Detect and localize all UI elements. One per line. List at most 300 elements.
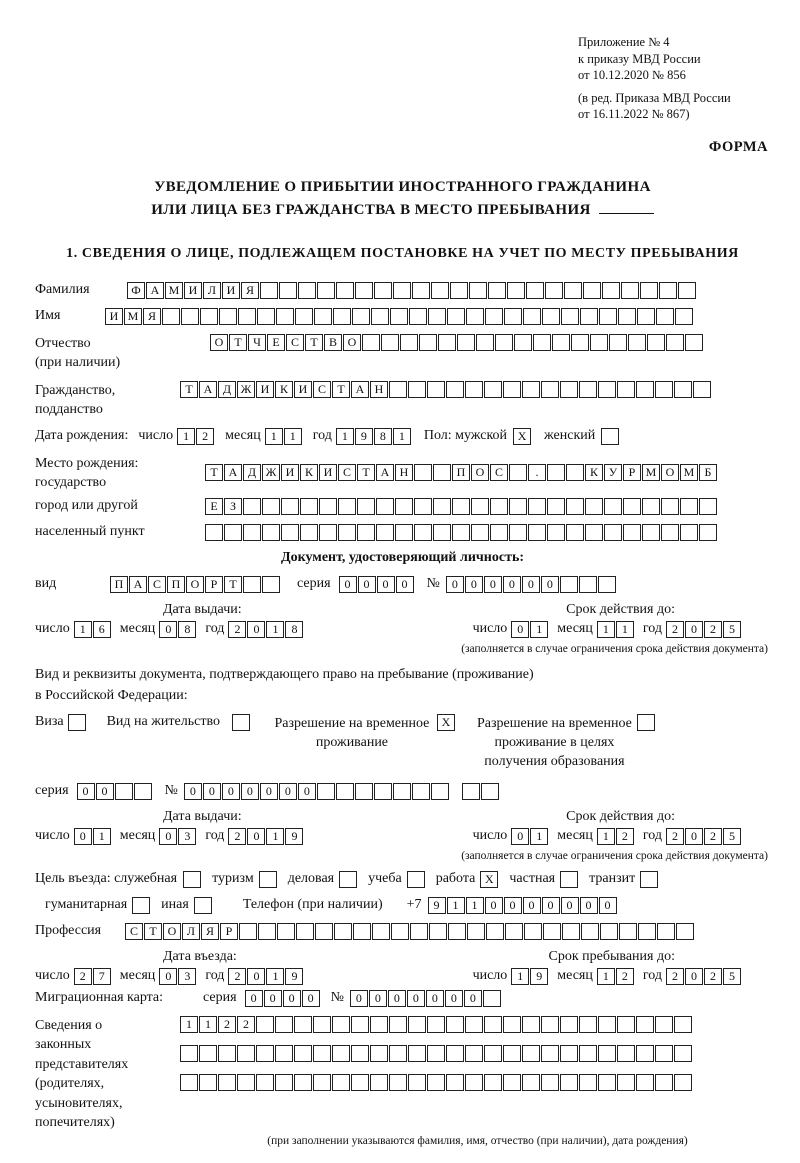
char-cell[interactable]: Д xyxy=(218,381,236,398)
char-cell[interactable]: 0 xyxy=(523,897,541,914)
char-cell[interactable] xyxy=(581,923,599,940)
char-cell[interactable]: Т xyxy=(224,576,242,593)
char-cell[interactable] xyxy=(357,524,375,541)
char-cell[interactable]: 7 xyxy=(93,968,111,985)
char-cell[interactable] xyxy=(561,308,579,325)
char-cell[interactable] xyxy=(243,524,261,541)
char-cell[interactable] xyxy=(638,923,656,940)
char-cell[interactable] xyxy=(617,381,635,398)
char-cell[interactable]: 3 xyxy=(178,828,196,845)
char-cell[interactable] xyxy=(313,1074,331,1091)
char-cell[interactable] xyxy=(351,1016,369,1033)
char-cell[interactable] xyxy=(628,334,646,351)
char-cell[interactable]: 9 xyxy=(428,897,446,914)
char-cell[interactable]: 1 xyxy=(265,428,283,445)
char-cell[interactable]: С xyxy=(148,576,166,593)
char-cell[interactable] xyxy=(503,1074,521,1091)
char-cell[interactable] xyxy=(505,923,523,940)
char-cell[interactable] xyxy=(275,1074,293,1091)
char-cell[interactable]: 0 xyxy=(159,621,177,638)
representatives-field-row2[interactable] xyxy=(180,1045,693,1062)
char-cell[interactable] xyxy=(637,714,655,731)
char-cell[interactable] xyxy=(642,524,660,541)
entry-year-field[interactable] xyxy=(228,968,304,985)
char-cell[interactable] xyxy=(466,308,484,325)
char-cell[interactable] xyxy=(372,923,390,940)
patronymic-field[interactable] xyxy=(210,334,704,351)
char-cell[interactable] xyxy=(408,1016,426,1033)
char-cell[interactable] xyxy=(490,524,508,541)
char-cell[interactable] xyxy=(374,282,392,299)
char-cell[interactable] xyxy=(560,381,578,398)
char-cell[interactable] xyxy=(666,334,684,351)
char-cell[interactable]: 0 xyxy=(159,828,177,845)
char-cell[interactable] xyxy=(381,334,399,351)
char-cell[interactable]: Я xyxy=(201,923,219,940)
char-cell[interactable] xyxy=(352,308,370,325)
char-cell[interactable]: 8 xyxy=(285,621,303,638)
char-cell[interactable]: 0 xyxy=(542,897,560,914)
char-cell[interactable]: 0 xyxy=(464,990,482,1007)
char-cell[interactable]: 9 xyxy=(285,828,303,845)
char-cell[interactable] xyxy=(199,1045,217,1062)
char-cell[interactable]: О xyxy=(343,334,361,351)
char-cell[interactable]: 0 xyxy=(504,897,522,914)
char-cell[interactable] xyxy=(313,1045,331,1062)
char-cell[interactable] xyxy=(699,498,717,515)
char-cell[interactable] xyxy=(414,464,432,481)
char-cell[interactable] xyxy=(277,923,295,940)
char-cell[interactable] xyxy=(400,334,418,351)
char-cell[interactable] xyxy=(389,1074,407,1091)
char-cell[interactable] xyxy=(526,282,544,299)
gender-male-checkbox[interactable] xyxy=(513,428,532,445)
char-cell[interactable]: Ж xyxy=(237,381,255,398)
char-cell[interactable] xyxy=(194,897,212,914)
purpose-delovaya-checkbox[interactable] xyxy=(339,871,358,888)
char-cell[interactable] xyxy=(621,282,639,299)
char-cell[interactable]: 1 xyxy=(530,621,548,638)
char-cell[interactable]: 1 xyxy=(447,897,465,914)
permit-expiry-month-field[interactable] xyxy=(597,828,635,845)
char-cell[interactable] xyxy=(693,381,711,398)
char-cell[interactable] xyxy=(655,1074,673,1091)
char-cell[interactable] xyxy=(619,923,637,940)
char-cell[interactable] xyxy=(509,524,527,541)
char-cell[interactable]: В xyxy=(324,334,342,351)
char-cell[interactable] xyxy=(469,282,487,299)
doc-expiry-month-field[interactable] xyxy=(597,621,635,638)
char-cell[interactable] xyxy=(334,923,352,940)
char-cell[interactable]: 0 xyxy=(369,990,387,1007)
permit-number-field[interactable] xyxy=(184,783,450,800)
char-cell[interactable]: П xyxy=(167,576,185,593)
char-cell[interactable]: К xyxy=(585,464,603,481)
char-cell[interactable] xyxy=(484,1045,502,1062)
char-cell[interactable] xyxy=(232,714,250,731)
char-cell[interactable] xyxy=(541,1074,559,1091)
char-cell[interactable]: 6 xyxy=(93,621,111,638)
char-cell[interactable]: Т xyxy=(144,923,162,940)
char-cell[interactable] xyxy=(262,498,280,515)
char-cell[interactable]: М xyxy=(165,282,183,299)
char-cell[interactable]: У xyxy=(604,464,622,481)
char-cell[interactable] xyxy=(243,498,261,515)
char-cell[interactable] xyxy=(656,308,674,325)
char-cell[interactable]: Р xyxy=(220,923,238,940)
char-cell[interactable] xyxy=(294,1045,312,1062)
edu-residence-checkbox[interactable] xyxy=(637,714,656,731)
char-cell[interactable]: 2 xyxy=(666,968,684,985)
char-cell[interactable] xyxy=(485,308,503,325)
char-cell[interactable] xyxy=(317,783,335,800)
char-cell[interactable] xyxy=(407,871,425,888)
char-cell[interactable]: 1 xyxy=(266,828,284,845)
char-cell[interactable] xyxy=(371,308,389,325)
char-cell[interactable] xyxy=(115,783,133,800)
char-cell[interactable] xyxy=(408,1074,426,1091)
char-cell[interactable]: Б xyxy=(699,464,717,481)
char-cell[interactable] xyxy=(661,524,679,541)
char-cell[interactable]: 1 xyxy=(284,428,302,445)
char-cell[interactable] xyxy=(431,783,449,800)
char-cell[interactable] xyxy=(484,381,502,398)
char-cell[interactable] xyxy=(545,282,563,299)
char-cell[interactable] xyxy=(431,282,449,299)
char-cell[interactable] xyxy=(655,1016,673,1033)
char-cell[interactable] xyxy=(391,923,409,940)
char-cell[interactable] xyxy=(332,1045,350,1062)
char-cell[interactable]: 0 xyxy=(279,783,297,800)
char-cell[interactable]: О xyxy=(163,923,181,940)
char-cell[interactable] xyxy=(560,1045,578,1062)
char-cell[interactable]: К xyxy=(300,464,318,481)
char-cell[interactable] xyxy=(547,524,565,541)
char-cell[interactable] xyxy=(376,498,394,515)
char-cell[interactable] xyxy=(433,464,451,481)
char-cell[interactable]: 0 xyxy=(241,783,259,800)
char-cell[interactable]: 0 xyxy=(203,783,221,800)
char-cell[interactable] xyxy=(219,308,237,325)
char-cell[interactable] xyxy=(465,381,483,398)
char-cell[interactable] xyxy=(200,308,218,325)
char-cell[interactable]: 2 xyxy=(666,828,684,845)
char-cell[interactable] xyxy=(623,524,641,541)
permit-extra-field[interactable] xyxy=(462,783,500,800)
char-cell[interactable] xyxy=(389,1016,407,1033)
char-cell[interactable]: 0 xyxy=(260,783,278,800)
char-cell[interactable]: 0 xyxy=(245,990,263,1007)
char-cell[interactable]: 0 xyxy=(685,828,703,845)
char-cell[interactable] xyxy=(483,990,501,1007)
char-cell[interactable] xyxy=(560,1016,578,1033)
char-cell[interactable] xyxy=(678,282,696,299)
permit-issue-month-field[interactable] xyxy=(159,828,197,845)
temp-residence-checkbox[interactable] xyxy=(437,714,456,731)
char-cell[interactable] xyxy=(317,282,335,299)
char-cell[interactable] xyxy=(604,498,622,515)
char-cell[interactable] xyxy=(393,282,411,299)
char-cell[interactable] xyxy=(300,524,318,541)
char-cell[interactable]: О xyxy=(186,576,204,593)
char-cell[interactable]: И xyxy=(105,308,123,325)
char-cell[interactable] xyxy=(659,282,677,299)
char-cell[interactable]: И xyxy=(319,464,337,481)
char-cell[interactable]: Е xyxy=(267,334,285,351)
char-cell[interactable] xyxy=(447,308,465,325)
doc-type-field[interactable] xyxy=(110,576,281,593)
char-cell[interactable] xyxy=(465,1016,483,1033)
char-cell[interactable] xyxy=(503,381,521,398)
char-cell[interactable] xyxy=(566,498,584,515)
char-cell[interactable] xyxy=(564,282,582,299)
char-cell[interactable]: П xyxy=(110,576,128,593)
char-cell[interactable]: 5 xyxy=(723,621,741,638)
char-cell[interactable] xyxy=(243,576,261,593)
char-cell[interactable] xyxy=(504,308,522,325)
char-cell[interactable] xyxy=(636,381,654,398)
char-cell[interactable]: А xyxy=(199,381,217,398)
char-cell[interactable] xyxy=(507,282,525,299)
char-cell[interactable] xyxy=(319,524,337,541)
char-cell[interactable]: 0 xyxy=(247,621,265,638)
char-cell[interactable]: 2 xyxy=(704,621,722,638)
char-cell[interactable]: 0 xyxy=(388,990,406,1007)
char-cell[interactable]: 0 xyxy=(264,990,282,1007)
char-cell[interactable]: 2 xyxy=(228,968,246,985)
char-cell[interactable]: 0 xyxy=(247,828,265,845)
char-cell[interactable]: 0 xyxy=(511,621,529,638)
char-cell[interactable] xyxy=(528,498,546,515)
char-cell[interactable] xyxy=(562,923,580,940)
char-cell[interactable] xyxy=(617,1074,635,1091)
char-cell[interactable] xyxy=(623,498,641,515)
doc-series-field[interactable] xyxy=(339,576,415,593)
char-cell[interactable] xyxy=(560,871,578,888)
char-cell[interactable] xyxy=(370,1074,388,1091)
char-cell[interactable]: 0 xyxy=(599,897,617,914)
citizenship-field[interactable] xyxy=(180,381,712,398)
char-cell[interactable] xyxy=(598,1016,616,1033)
char-cell[interactable] xyxy=(655,381,673,398)
char-cell[interactable] xyxy=(680,498,698,515)
char-cell[interactable] xyxy=(583,282,601,299)
char-cell[interactable] xyxy=(395,524,413,541)
char-cell[interactable]: Р xyxy=(205,576,223,593)
permit-series-field[interactable] xyxy=(77,783,153,800)
char-cell[interactable]: Т xyxy=(180,381,198,398)
doc-expiry-year-field[interactable] xyxy=(666,621,742,638)
char-cell[interactable] xyxy=(351,1045,369,1062)
char-cell[interactable] xyxy=(674,1016,692,1033)
char-cell[interactable] xyxy=(579,1016,597,1033)
char-cell[interactable]: 0 xyxy=(445,990,463,1007)
char-cell[interactable]: 9 xyxy=(530,968,548,985)
char-cell[interactable] xyxy=(446,1045,464,1062)
stay-year-field[interactable] xyxy=(666,968,742,985)
char-cell[interactable] xyxy=(490,498,508,515)
char-cell[interactable]: 0 xyxy=(446,576,464,593)
char-cell[interactable] xyxy=(427,1045,445,1062)
char-cell[interactable]: О xyxy=(210,334,228,351)
char-cell[interactable] xyxy=(471,524,489,541)
char-cell[interactable]: 2 xyxy=(228,621,246,638)
char-cell[interactable] xyxy=(503,1045,521,1062)
char-cell[interactable] xyxy=(336,282,354,299)
char-cell[interactable]: 0 xyxy=(426,990,444,1007)
char-cell[interactable]: 1 xyxy=(180,1016,198,1033)
char-cell[interactable] xyxy=(579,1045,597,1062)
purpose-private-checkbox[interactable] xyxy=(560,871,579,888)
char-cell[interactable]: 1 xyxy=(199,1016,217,1033)
char-cell[interactable]: 1 xyxy=(393,428,411,445)
char-cell[interactable] xyxy=(295,308,313,325)
char-cell[interactable] xyxy=(465,1074,483,1091)
char-cell[interactable]: Е xyxy=(205,498,223,515)
char-cell[interactable]: X xyxy=(513,428,531,445)
char-cell[interactable]: 1 xyxy=(597,828,615,845)
char-cell[interactable] xyxy=(296,923,314,940)
char-cell[interactable]: М xyxy=(642,464,660,481)
char-cell[interactable] xyxy=(294,1074,312,1091)
char-cell[interactable] xyxy=(523,308,541,325)
char-cell[interactable]: 9 xyxy=(285,968,303,985)
char-cell[interactable] xyxy=(509,498,527,515)
char-cell[interactable]: 0 xyxy=(485,897,503,914)
char-cell[interactable] xyxy=(579,1074,597,1091)
char-cell[interactable]: 0 xyxy=(561,897,579,914)
char-cell[interactable]: 0 xyxy=(350,990,368,1007)
char-cell[interactable] xyxy=(495,334,513,351)
char-cell[interactable]: 0 xyxy=(222,783,240,800)
char-cell[interactable]: Т xyxy=(332,381,350,398)
char-cell[interactable] xyxy=(351,1074,369,1091)
char-cell[interactable] xyxy=(509,464,527,481)
doc-issue-year-field[interactable] xyxy=(228,621,304,638)
char-cell[interactable] xyxy=(560,1074,578,1091)
doc-issue-day-field[interactable] xyxy=(74,621,112,638)
char-cell[interactable] xyxy=(262,576,280,593)
char-cell[interactable] xyxy=(408,1045,426,1062)
char-cell[interactable]: 1 xyxy=(74,621,92,638)
char-cell[interactable]: А xyxy=(351,381,369,398)
char-cell[interactable] xyxy=(429,923,447,940)
char-cell[interactable]: 0 xyxy=(184,783,202,800)
char-cell[interactable] xyxy=(315,923,333,940)
char-cell[interactable] xyxy=(452,524,470,541)
char-cell[interactable] xyxy=(636,1045,654,1062)
char-cell[interactable]: И xyxy=(184,282,202,299)
char-cell[interactable] xyxy=(338,498,356,515)
char-cell[interactable] xyxy=(180,1074,198,1091)
char-cell[interactable] xyxy=(376,524,394,541)
char-cell[interactable] xyxy=(528,524,546,541)
char-cell[interactable]: 1 xyxy=(93,828,111,845)
char-cell[interactable] xyxy=(319,498,337,515)
stay-day-field[interactable] xyxy=(511,968,549,985)
char-cell[interactable] xyxy=(674,1045,692,1062)
char-cell[interactable] xyxy=(699,524,717,541)
purpose-humanitarian-checkbox[interactable] xyxy=(132,897,151,914)
char-cell[interactable] xyxy=(476,334,494,351)
char-cell[interactable] xyxy=(467,923,485,940)
char-cell[interactable] xyxy=(462,783,480,800)
char-cell[interactable] xyxy=(642,498,660,515)
purpose-tourism-checkbox[interactable] xyxy=(259,871,278,888)
char-cell[interactable]: С xyxy=(286,334,304,351)
char-cell[interactable] xyxy=(522,1074,540,1091)
char-cell[interactable] xyxy=(674,381,692,398)
char-cell[interactable]: 0 xyxy=(522,576,540,593)
char-cell[interactable]: 0 xyxy=(247,968,265,985)
char-cell[interactable] xyxy=(224,524,242,541)
purpose-work-checkbox[interactable] xyxy=(480,871,499,888)
birth-day-field[interactable] xyxy=(177,428,215,445)
char-cell[interactable]: П xyxy=(452,464,470,481)
char-cell[interactable] xyxy=(355,282,373,299)
char-cell[interactable]: 2 xyxy=(616,828,634,845)
char-cell[interactable]: 0 xyxy=(358,576,376,593)
char-cell[interactable] xyxy=(370,1045,388,1062)
char-cell[interactable] xyxy=(390,308,408,325)
char-cell[interactable] xyxy=(256,1016,274,1033)
char-cell[interactable] xyxy=(180,1045,198,1062)
char-cell[interactable]: 1 xyxy=(597,968,615,985)
char-cell[interactable] xyxy=(636,1016,654,1033)
migration-number-field[interactable] xyxy=(350,990,502,1007)
char-cell[interactable]: X xyxy=(437,714,455,731)
char-cell[interactable]: 0 xyxy=(580,897,598,914)
char-cell[interactable] xyxy=(427,1016,445,1033)
char-cell[interactable] xyxy=(566,464,584,481)
permit-expiry-year-field[interactable] xyxy=(666,828,742,845)
char-cell[interactable] xyxy=(427,381,445,398)
char-cell[interactable] xyxy=(162,308,180,325)
char-cell[interactable] xyxy=(675,308,693,325)
char-cell[interactable] xyxy=(336,783,354,800)
char-cell[interactable]: И xyxy=(256,381,274,398)
char-cell[interactable]: 5 xyxy=(723,828,741,845)
char-cell[interactable]: 0 xyxy=(302,990,320,1007)
permit-issue-year-field[interactable] xyxy=(228,828,304,845)
char-cell[interactable] xyxy=(414,498,432,515)
char-cell[interactable]: 2 xyxy=(228,828,246,845)
stay-month-field[interactable] xyxy=(597,968,635,985)
char-cell[interactable] xyxy=(218,1045,236,1062)
char-cell[interactable] xyxy=(238,308,256,325)
char-cell[interactable]: 0 xyxy=(159,968,177,985)
char-cell[interactable] xyxy=(585,498,603,515)
char-cell[interactable] xyxy=(514,334,532,351)
char-cell[interactable]: 0 xyxy=(503,576,521,593)
char-cell[interactable] xyxy=(276,308,294,325)
purpose-transit-checkbox[interactable] xyxy=(640,871,659,888)
char-cell[interactable]: И xyxy=(294,381,312,398)
char-cell[interactable] xyxy=(617,1016,635,1033)
char-cell[interactable] xyxy=(533,334,551,351)
char-cell[interactable]: 8 xyxy=(178,621,196,638)
char-cell[interactable]: З xyxy=(224,498,242,515)
char-cell[interactable] xyxy=(298,282,316,299)
char-cell[interactable] xyxy=(446,381,464,398)
char-cell[interactable]: М xyxy=(124,308,142,325)
char-cell[interactable] xyxy=(428,308,446,325)
char-cell[interactable]: 2 xyxy=(196,428,214,445)
char-cell[interactable] xyxy=(598,576,616,593)
char-cell[interactable]: 0 xyxy=(96,783,114,800)
char-cell[interactable]: 2 xyxy=(74,968,92,985)
char-cell[interactable]: 0 xyxy=(685,968,703,985)
